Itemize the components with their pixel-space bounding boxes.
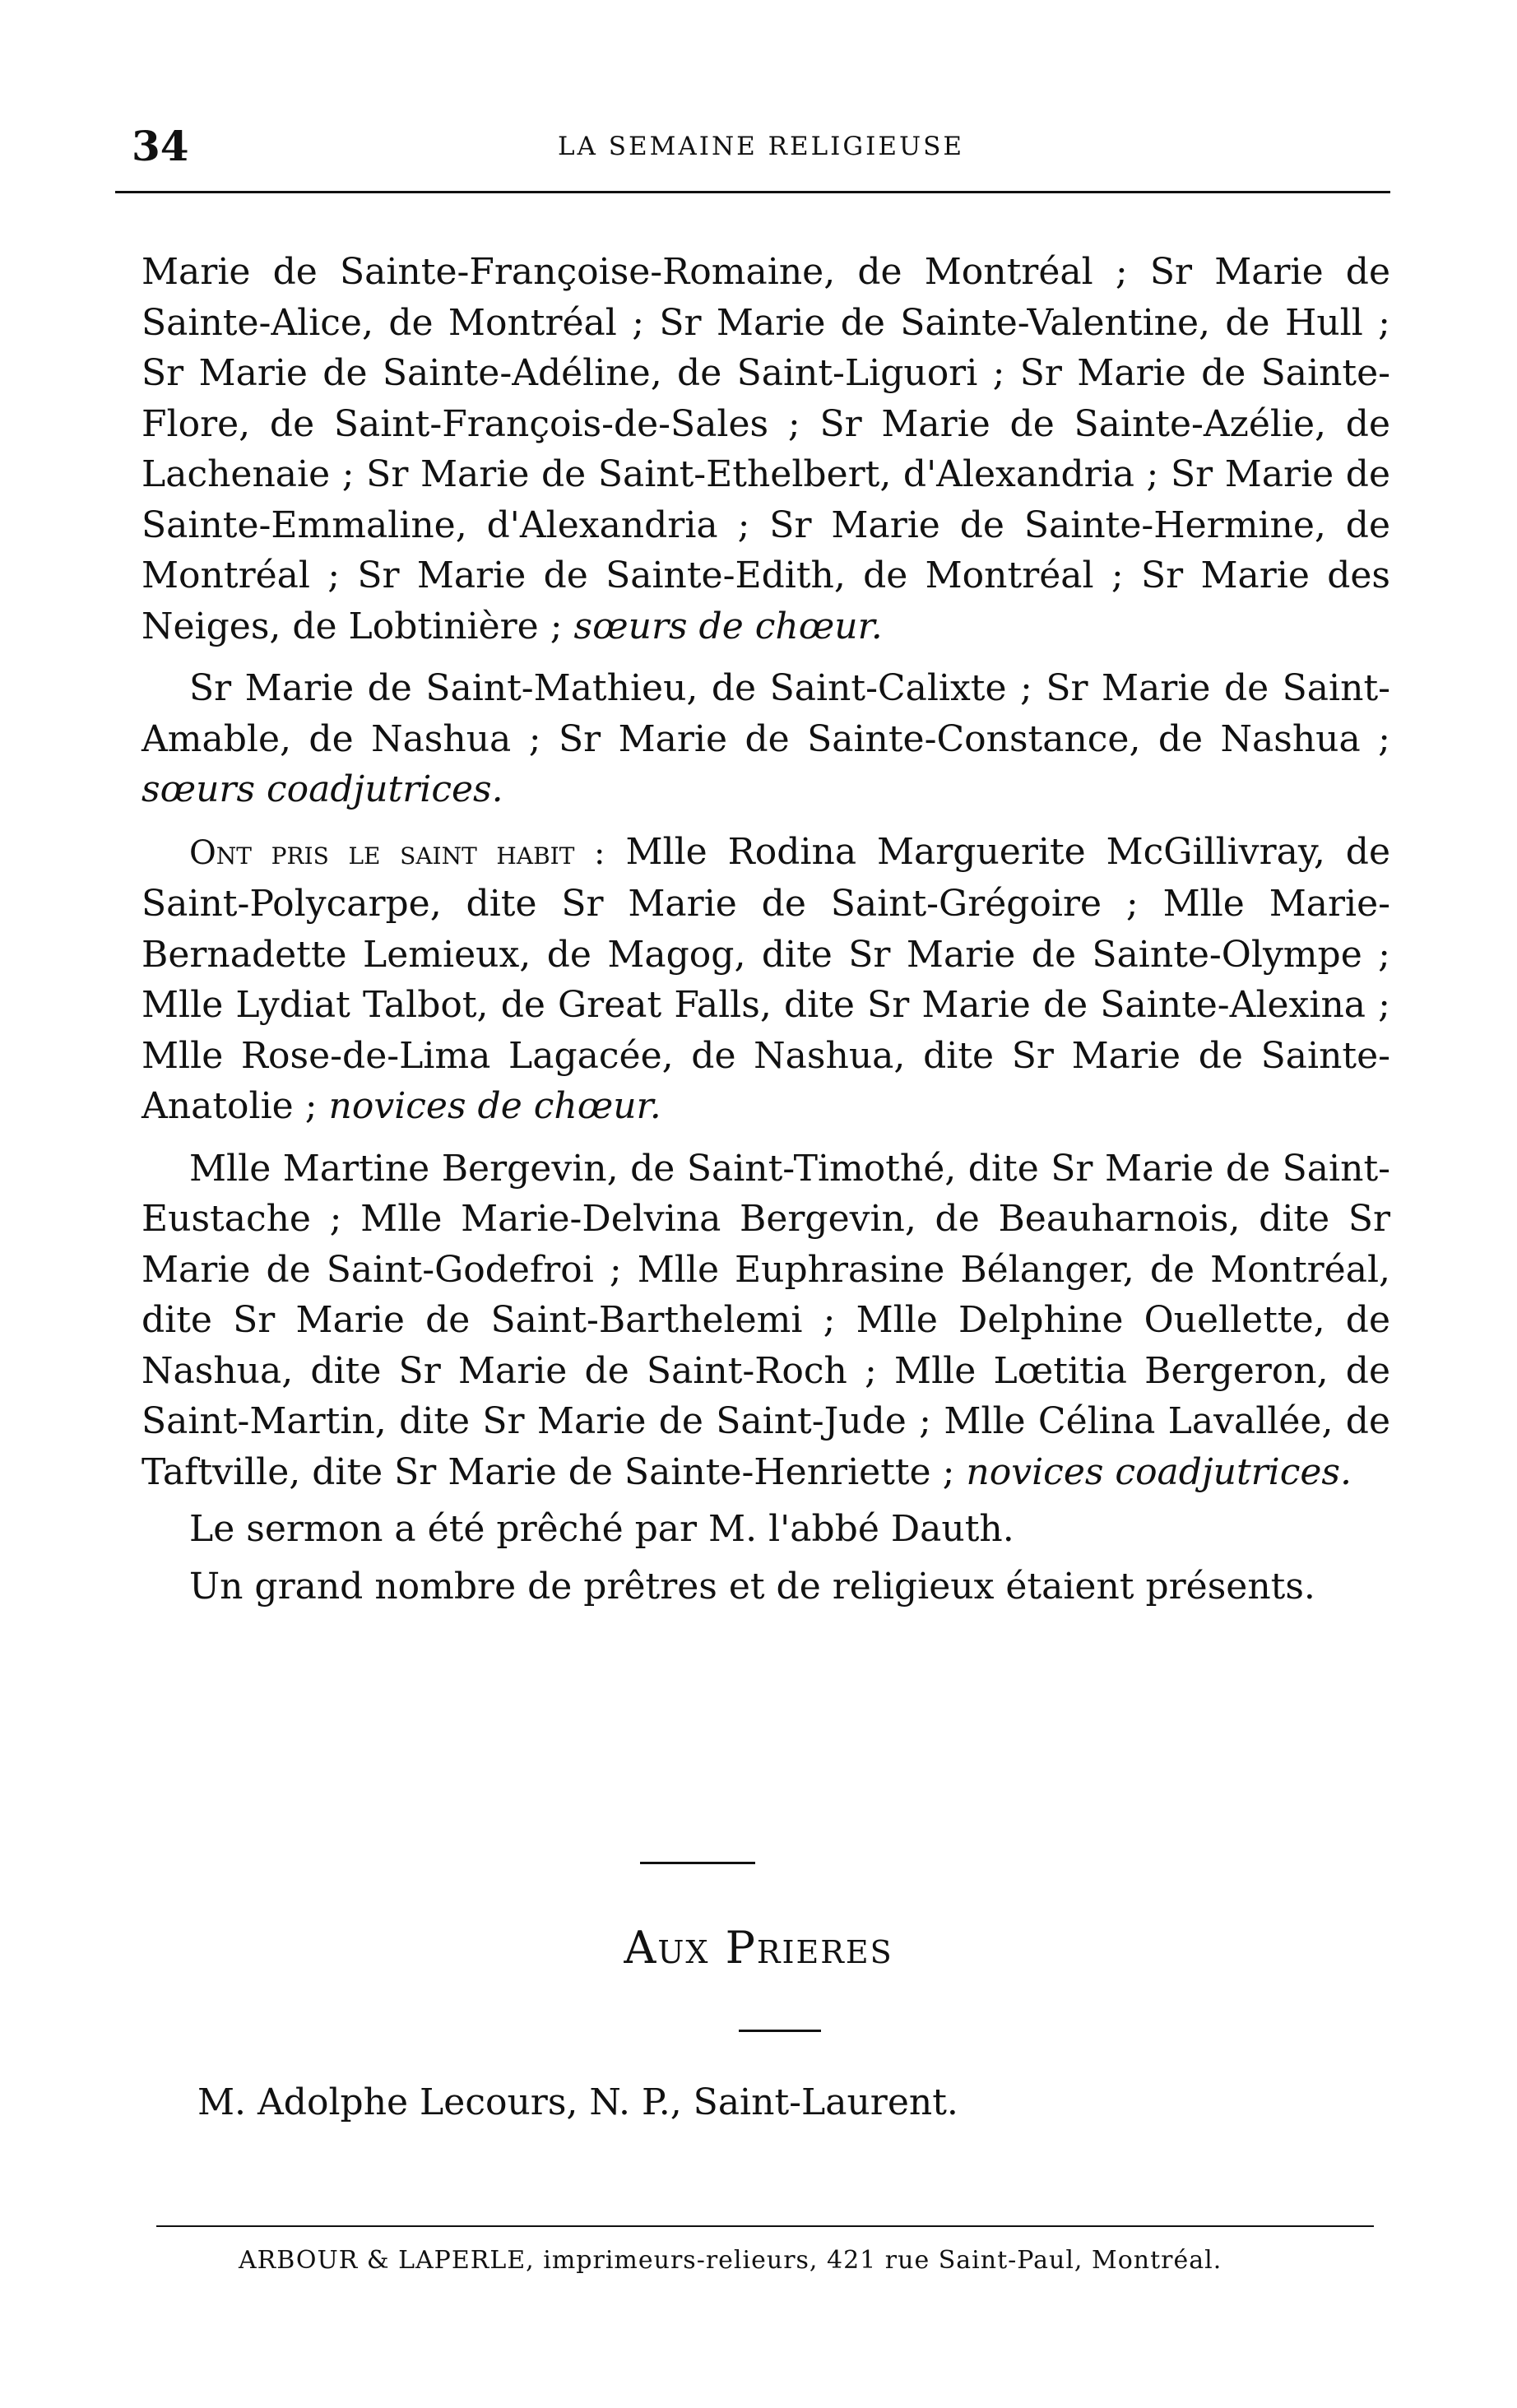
paragraph-text: Sr Marie de Saint-Mathieu, de Saint-Calixte ; Sr Marie de Saint-Amable, de Nashua ; Sr Marie de Sainte-Constance, de Nashua ; [141,667,1390,760]
paragraph-attendance: Un grand nombre de prêtres et de religieux étaient présents. [189,1565,1315,1608]
paragraph-italic: novices de chœur. [328,1085,661,1127]
header-rule [115,191,1390,193]
paragraph-italic: sœurs coadjutrices. [141,768,503,810]
section-separator [640,1862,755,1864]
paragraph-italic: novices coadjutrices. [966,1450,1352,1493]
printer-imprint: ARBOUR & LAPERLE, imprimeurs-relieurs, 421 rue Saint-Paul, Montréal. [239,2246,1222,2275]
footer-rule [156,2225,1374,2227]
page-header [132,122,1390,171]
paragraph-text: Mlle Martine Bergevin, de Saint-Timothé, dite Sr Marie de Saint-Eustache ; Mlle Marie-Delvina Bergevin, de Beauharnois, dite Sr Marie de Saint-Godefroi ; Mlle Euphrasine Bélanger, de Montréal, dite Sr Marie de Saint-Barthelemi ; Mlle Delphine Ouellette, de Nashua, dite Sr Marie de Saint-Roch ; Mlle Lœtitia Bergeron, de Saint-Martin, dite Sr Marie de Saint-Jude ; Mlle Célina Lavallée, de Taftville, dite Sr Marie de Sainte-Henriette ; [141,1147,1390,1493]
section-title: Aux Prieres [624,1922,893,1974]
paragraph-coadjutrix-novices [141,1144,1390,1498]
article-body [141,247,1390,1618]
paragraph-text: Marie de Sainte-Françoise-Romaine, de Montréal ; Sr Marie de Sainte-Alice, de Montréal ; Sr Marie de Sainte-Valentine, de Hull ; Sr Marie de Sainte-Adéline, de Saint-Liguori ; Sr Marie de Sainte-Flore, de Saint-François-de-Sales ; Sr Marie de Sainte-Azélie, de Lachenaie ; Sr Marie de Saint-Ethelbert, d'Alexandria ; Sr Marie de Sainte-Emmaline, d'Alexandria ; Sr Marie de Sainte-Hermine, de Montréal ; Sr Marie de Sainte-Edith, de Montréal ; Sr Marie des Neiges, de Lobtinière ; [141,251,1390,647]
paragraph-text: Mlle Rodina Marguerite McGillivray, de Saint-Polycarpe, dite Sr Marie de Saint-Grégoire ; Mlle Marie-Bernadette Lemieux, de Magog, dite Sr Marie de Sainte-Olympe ; Mlle Lydiat Talbot, de Great Falls, dite Sr Marie de Sainte-Alexina ; Mlle Rose-de-Lima Lagacée, de Nashua, dite Sr Marie de Sainte-Anatolie ; [141,830,1390,1127]
paragraph-italic: sœurs de chœur. [573,605,883,647]
prayer-entry: M. Adolphe Lecours, N. P., Saint-Laurent. [197,2081,958,2123]
paragraph-choir-sisters [141,247,1390,652]
paragraph-lead: Ont pris le saint habit : [189,833,605,872]
section-title-rule [739,2030,821,2032]
running-title: LA SEMAINE RELIGIEUSE [557,132,965,161]
paragraph-sermon: Le sermon a été prêché par M. l'abbé Dauth. [189,1508,1014,1550]
paragraph-choir-novices [141,827,1390,1132]
paragraph-coadjutrix-sisters [141,663,1390,815]
page-number: 34 [132,122,189,170]
